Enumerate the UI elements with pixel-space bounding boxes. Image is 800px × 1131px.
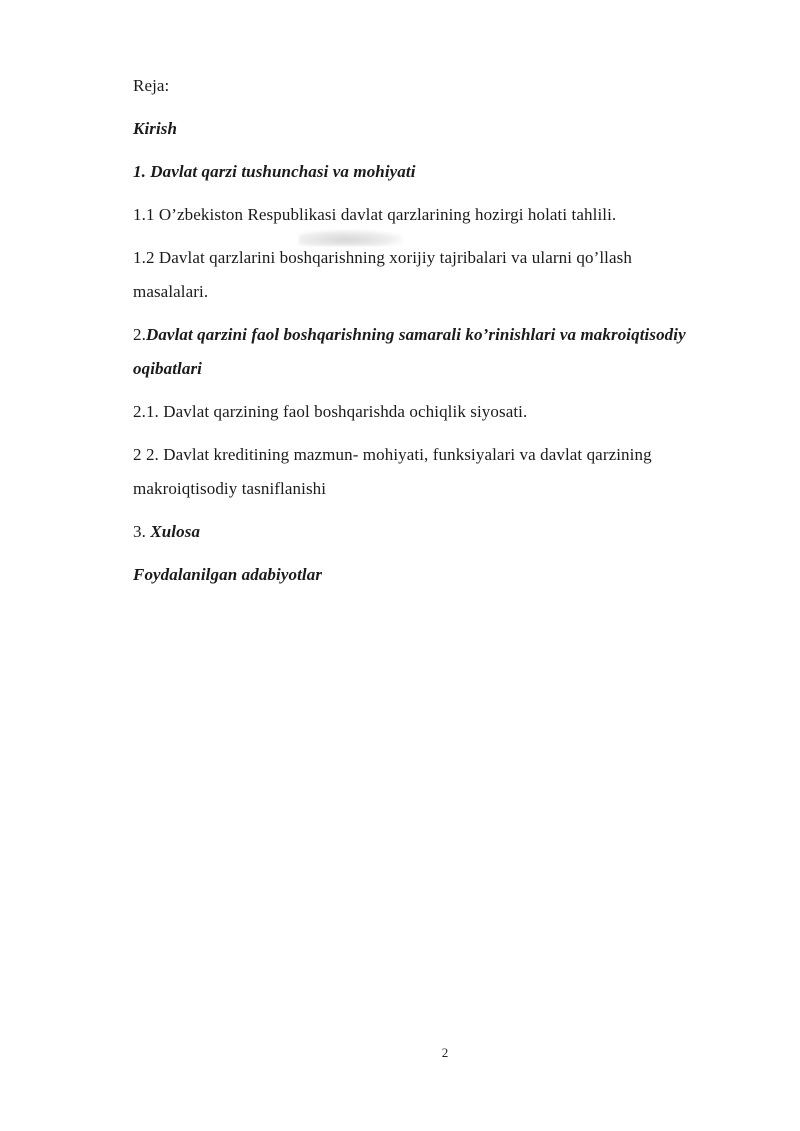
- section-3-heading: [133, 515, 783, 549]
- text-run: oqibatlari: [133, 359, 203, 378]
- kirish-heading-line-1: [133, 112, 783, 146]
- text-run: Reja:: [133, 76, 170, 95]
- section-2-2-item-line-1: [133, 438, 783, 472]
- text-run: masalalari.: [133, 282, 209, 301]
- text-run: Foydalanilgan adabiyotlar: [133, 565, 323, 584]
- text-run: 2 2. Davlat kreditining mazmun- mohiyati, funksiyalari va davlat qarzining: [133, 445, 652, 464]
- page-number: 2: [441, 1045, 449, 1060]
- section-1-heading-line-1: [133, 155, 783, 189]
- section-1-1-item-line-1: [133, 198, 783, 232]
- text-run: 3.: [133, 522, 151, 541]
- section-2-heading-line-1: [133, 318, 783, 352]
- section-2-2-item-line-2: [133, 472, 783, 506]
- section-2-1-item: [133, 395, 783, 429]
- text-run: 1. Davlat qarzi tushunchasi va mohiyati: [133, 162, 416, 181]
- section-2-1-item-line-1: [133, 395, 783, 429]
- text-run: 2.1. Davlat qarzining faol boshqarishda ochiqlik siyosati.: [133, 402, 528, 421]
- section-2-2-item: [133, 438, 783, 506]
- plan-heading-line-1: [133, 69, 783, 103]
- text-run: 1.1 O’zbekiston Respublikasi davlat qarzlarining hozirgi holati tahlili.: [133, 205, 617, 224]
- section-1-heading: [133, 155, 783, 189]
- section-1-2-item: [133, 241, 783, 309]
- text-run: 1.2 Davlat qarzlarini boshqarishning xorijiy tajribalari va ularni qo’llash: [133, 248, 632, 267]
- section-1-2-item-line-1: [133, 241, 783, 275]
- document-body: [133, 69, 783, 601]
- text-run: 2.: [133, 325, 146, 344]
- text-run: makroiqtisodiy tasniflanishi: [133, 479, 327, 498]
- references-heading: [133, 558, 783, 592]
- section-2-heading-line-2: [133, 352, 783, 386]
- section-2-heading: [133, 318, 783, 386]
- text-run: Davlat qarzini faol boshqarishning samarali ko’rinishlari va makroiqtisodiy: [145, 325, 686, 344]
- text-run: Kirish: [133, 119, 178, 138]
- section-1-1-item: [133, 198, 783, 232]
- references-heading-line-1: [133, 558, 783, 592]
- section-3-heading-line-1: [133, 515, 783, 549]
- section-1-2-item-line-2: [133, 275, 783, 309]
- kirish-heading: [133, 112, 783, 146]
- plan-heading: [133, 69, 783, 103]
- text-run: Xulosa: [150, 522, 201, 541]
